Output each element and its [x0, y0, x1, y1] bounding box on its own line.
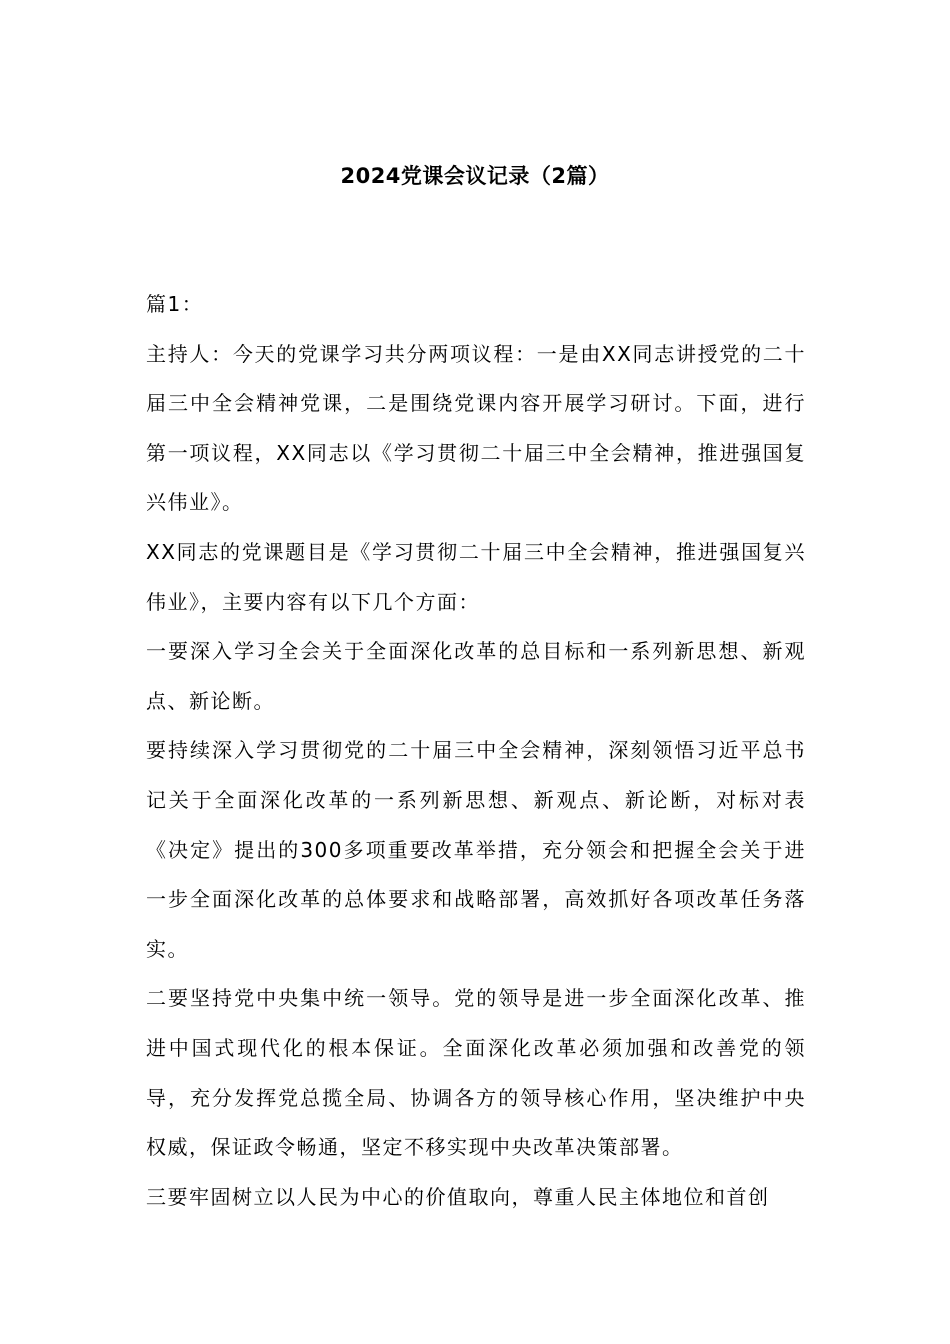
paragraph-point-two: 二要坚持党中央集中统一领导。党的领导是进一步全面深化改革、推进中国式现代化的根本保证。全面深化改革必须加强和改善党的领导，充分发挥党总揽全局、协调各方的领导核心作用，坚决维护中央权威，保证政令畅通，坚定不移实现中央改革决策部署。	[146, 986, 806, 1160]
paragraph-lecture-topic: XX同志的党课题目是《学习贯彻二十届三中全会精神，推进强国复兴伟业》，主要内容有以下几个方面：	[146, 539, 806, 614]
paragraph-point-three: 三要牢固树立以人民为中心的价值取向，尊重人民主体地位和首创	[146, 1184, 770, 1209]
section-heading: 篇1：	[146, 292, 204, 316]
paragraph-point-one: 一要深入学习全会关于全面深化改革的总目标和一系列新思想、新观点、新论断。	[146, 639, 806, 713]
document-title: 2024党课会议记录（2篇）	[340, 164, 610, 188]
document-body	[146, 280, 806, 1222]
paragraph-host-intro: 主持人：今天的党课学习共分两项议程：一是由XX同志讲授党的二十届三中全会精神党课，二是围绕党课内容开展学习研讨。下面，进行第一项议程，XX同志以《学习贯彻二十届三中全会精神，推进强国复兴伟业》。	[146, 341, 806, 515]
paragraph-point-one-detail: 要持续深入学习贯彻党的二十届三中全会精神，深刻领悟习近平总书记关于全面深化改革的一系列新思想、新观点、新论断，对标对表《决定》提出的300多项重要改革举措，充分领会和把握全会关于进一步全面深化改革的总体要求和战略部署，高效抓好各项改革任务落实。	[146, 738, 806, 961]
